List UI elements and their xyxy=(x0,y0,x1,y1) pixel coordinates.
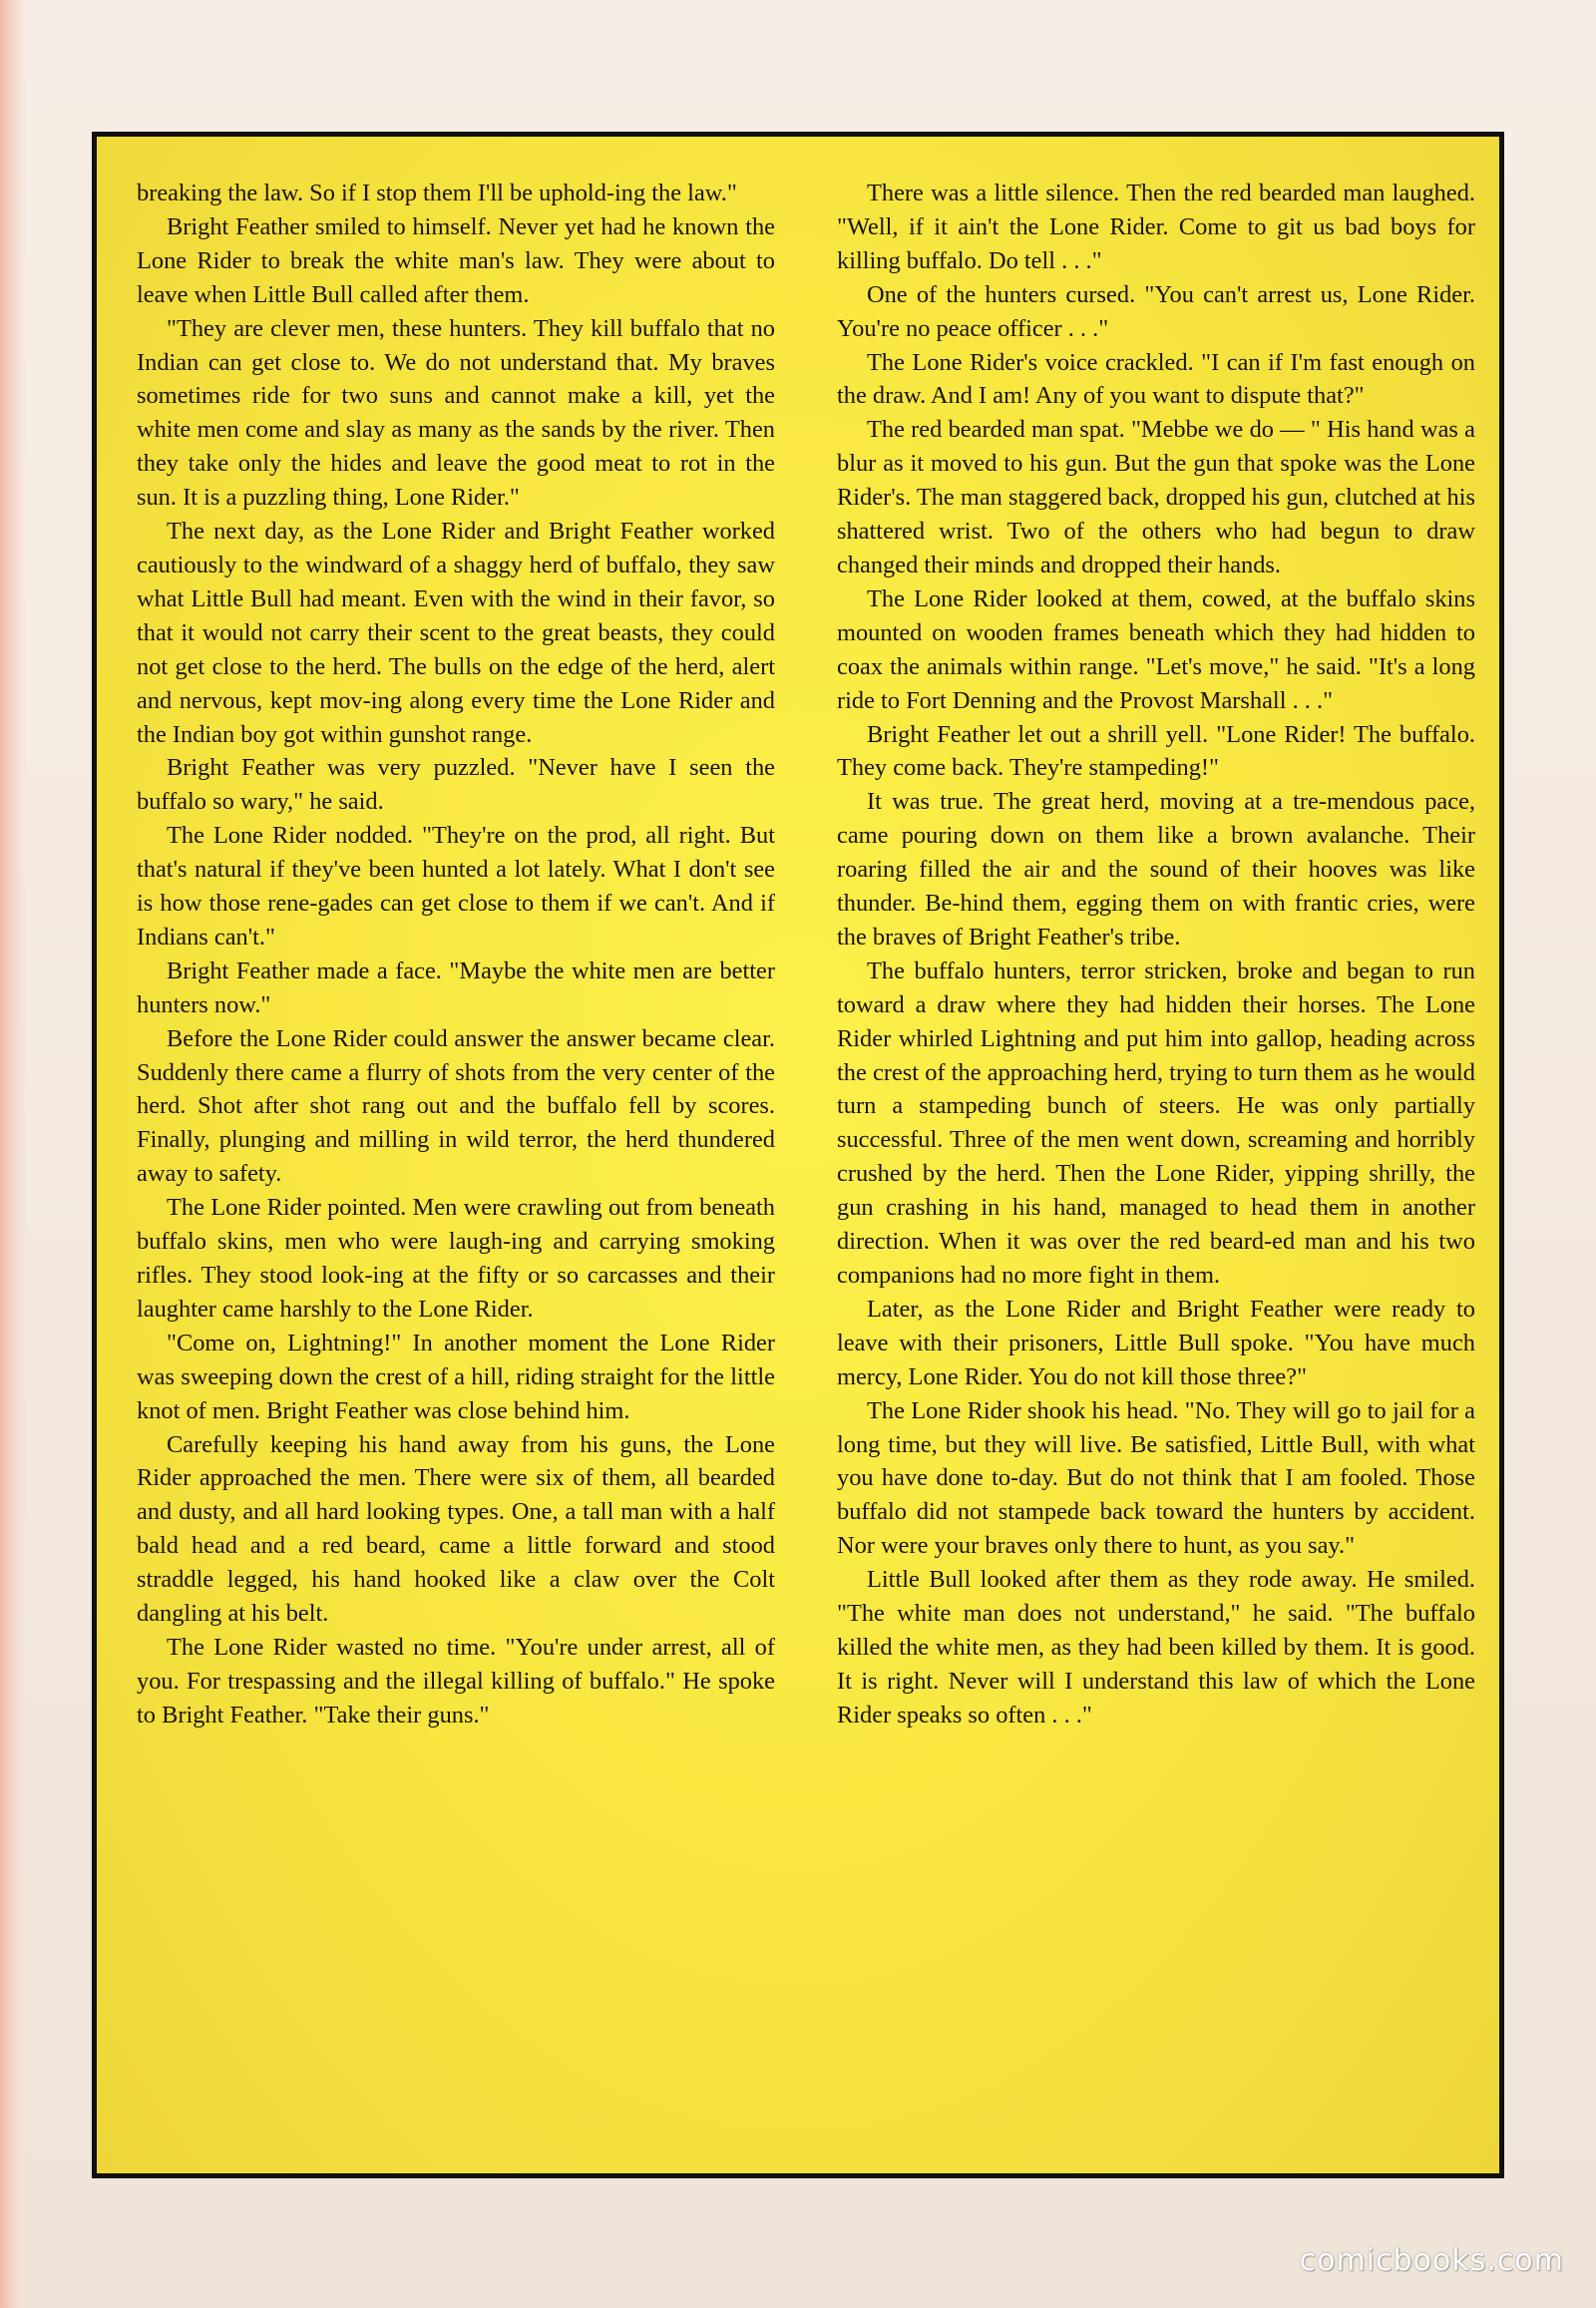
page-edge xyxy=(0,0,26,2308)
watermark: comicbooks.com xyxy=(1299,2243,1564,2278)
paragraph: "They are clever men, these hunters. They kill buffalo that no Indian can get close to. We do not understand that. My braves sometimes ride for two suns and cannot make a kill, yet the white men come and slay as many as the sands by the river. Then they take only the hides and leave the good meat to rot in the sun. It is a puzzling thing, Lone Rider." xyxy=(137,314,775,512)
paragraph: breaking the law. So if I stop them I'll be uphold-ing the law." xyxy=(137,180,737,206)
paragraph: The Lone Rider's voice crackled. "I can if I'm fast enough on the draw. And I am! Any of you want to dispute that?" xyxy=(837,348,1475,410)
paragraph: Later, as the Lone Rider and Bright Feather were ready to leave with their prisoners, Little Bull spoke. "You have much mercy, Lone Rider. You do not kill those three?" xyxy=(837,1295,1475,1390)
paragraph: Bright Feather let out a shrill yell. "Lone Rider! The buffalo. They come back. They're stampeding!" xyxy=(837,720,1475,782)
paragraph: The red bearded man spat. "Mebbe we do — " His hand was a blur as it moved to his gun. But the gun that spoke was the Lone Rider's. The man staggered back, dropped his gun, clutched at his shattered wrist. Two of the others who had begun to draw changed their minds and dropped their hands. xyxy=(837,416,1475,578)
paragraph: The Lone Rider looked at them, cowed, at the buffalo skins mounted on wooden frames beneath which they had hidden to coax the animals within range. "Let's move," he said. "It's a long ride to Fort Denning and the Provost Marshall . . ." xyxy=(837,584,1475,714)
paragraph: Before the Lone Rider could answer the answer became clear. Suddenly there came a flurry of shots from the very center of the herd. Shot after shot rang out and the buffalo fell by scores. Finally, plunging and milling in wild terror, the herd thundered away to safety. xyxy=(137,1024,775,1188)
left-column xyxy=(137,177,775,2145)
paragraph: Carefully keeping his hand away from his guns, the Lone Rider approached the men. There were six of them, all bearded and dusty, and all hard looking types. One, a tall man with a half bald head and a red beard, came a little forward and stood straddle legged, his hand hooked like a claw over the Colt dangling at his belt. xyxy=(137,1430,775,1628)
paragraph: Bright Feather made a face. "Maybe the white men are better hunters now." xyxy=(137,957,775,1018)
paragraph: The Lone Rider wasted no time. "You're under arrest, all of you. For trespassing and the illegal killing of buffalo." He spoke to Bright Feather. "Take their guns." xyxy=(137,1633,775,1729)
paragraph: The next day, as the Lone Rider and Bright Feather worked cautiously to the windward of a shaggy herd of buffalo, they saw what Little Bull had meant. Even with the wind in their favor, so that it would not carry their scent to the great beasts, they could not get close to the herd. The bulls on the edge of the herd, alert and nervous, kept mov-ing along every time the Lone Rider and the Indian boy got within gunshot range. xyxy=(137,518,775,748)
paragraph: The Lone Rider shook his head. "No. They will go to jail for a long time, but they will live. Be satisfied, Little Bull, with what you have done to-day. But do not think that I am fooled. Those buffalo did not stampede back toward the hunters by accident. Nor were your braves only there to hunt, as you say." xyxy=(837,1396,1475,1560)
text-panel xyxy=(92,132,1504,2178)
right-column xyxy=(837,177,1475,2145)
paragraph: The Lone Rider pointed. Men were crawling out from beneath buffalo skins, men who were laugh-ing and carrying smoking rifles. They stood look-ing at the fifty or so carcasses and their laughter came harshly to the Lone Rider. xyxy=(137,1194,775,1323)
paragraph: Little Bull looked after them as they rode away. He smiled. "The white man does not understand," he said. "The buffalo killed the white men, as they had been killed by them. It is good. It is right. Never will I understand this law of which the Lone Rider speaks so often . . ." xyxy=(837,1566,1475,1729)
paragraph: "Come on, Lightning!" In another moment the Lone Rider was sweeping down the crest of a hill, riding straight for the little knot of men. Bright Feather was close behind him. xyxy=(137,1329,775,1424)
paragraph: The buffalo hunters, terror stricken, broke and began to run toward a draw where they had hidden their horses. The Lone Rider whirled Lightning and put him into gallop, heading across the crest of the approaching herd, trying to turn them as he would turn a stampeding bunch of steers. He was only partially successful. Three of the men went down, screaming and horribly crushed by the herd. Then the Lone Rider, yipping shrilly, the gun crashing in his hand, managed to head them in another direction. When it was over the red beard-ed man and his two companions had no more fight in them. xyxy=(837,957,1475,1289)
paragraph: Bright Feather smiled to himself. Never yet had he known the Lone Rider to break the white man's law. They were about to leave when Little Bull called after them. xyxy=(137,212,775,308)
paragraph: One of the hunters cursed. "You can't arrest us, Lone Rider. You're no peace officer . . ." xyxy=(837,280,1475,342)
paragraph: There was a little silence. Then the red bearded man laughed. "Well, if it ain't the Lone Rider. Come to git us bad boys for killing buffalo. Do tell . . ." xyxy=(837,180,1475,274)
paragraph: Bright Feather was very puzzled. "Never have I seen the buffalo so wary," he said. xyxy=(137,754,775,816)
paragraph: The Lone Rider nodded. "They're on the prod, all right. But that's natural if they've been hunted a lot lately. What I don't see is how those rene-gades can get close to them if we can't. And if Indians can't." xyxy=(137,822,775,951)
paragraph: It was true. The great herd, moving at a tre-mendous pace, came pouring down on them like a brown avalanche. Their roaring filled the air and the sound of their hooves was like thunder. Be-hind them, egging them on with frantic cries, were the braves of Bright Feather's tribe. xyxy=(837,788,1475,951)
